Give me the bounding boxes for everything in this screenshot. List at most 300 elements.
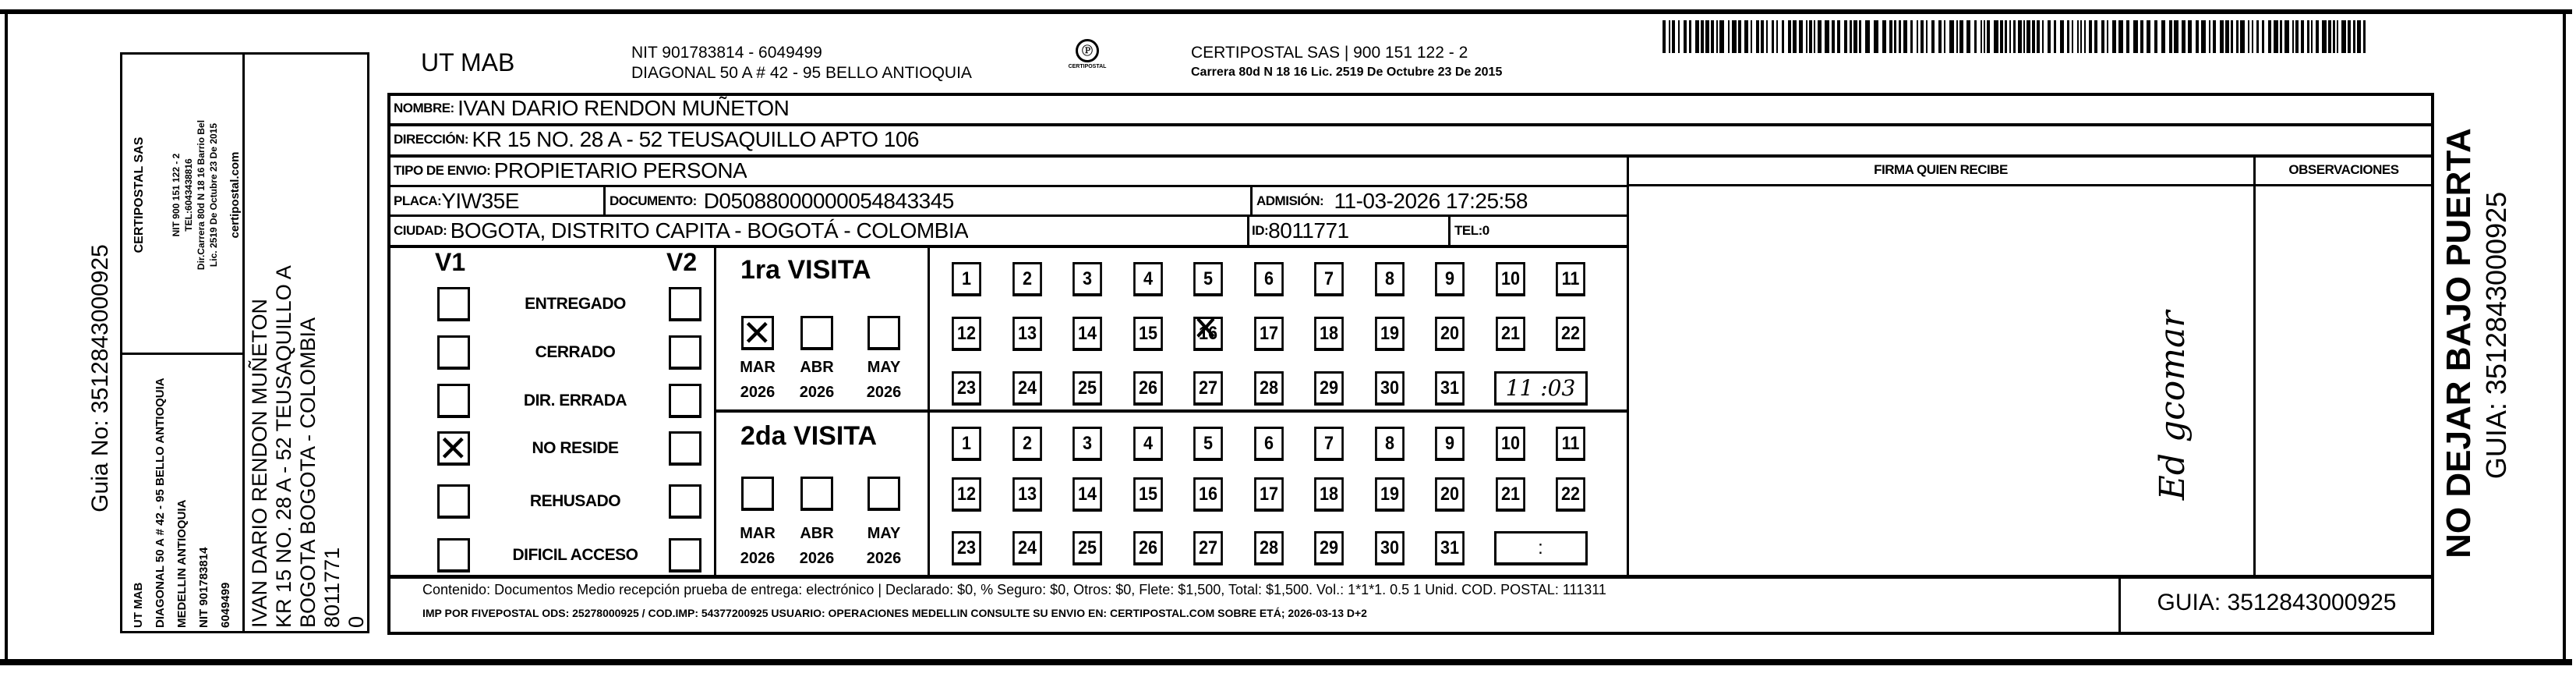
day-box[interactable]: 28 (1254, 531, 1284, 565)
barcode-bar (2013, 20, 2016, 53)
day-box[interactable]: 30 (1375, 371, 1405, 406)
barcode-bar (2328, 20, 2331, 53)
day-box[interactable]: 1 (952, 262, 981, 296)
barcode-bar (2112, 20, 2116, 53)
barcode-bar (2341, 20, 2346, 53)
barcode-bar (2248, 20, 2249, 53)
day-box[interactable]: 15 (1133, 317, 1163, 351)
documento-value: D05088000000054843345 (703, 188, 954, 213)
month-checkbox[interactable] (741, 316, 774, 350)
barcode-bar (2027, 20, 2030, 53)
logo-icon: Ⓟ (1076, 39, 1099, 62)
barcode-bar (1782, 20, 1784, 53)
barcode-bar (1832, 20, 1835, 53)
barcode-bar (1974, 20, 1977, 53)
barcode-bar (1903, 20, 1907, 53)
barcode-bar (2080, 20, 2082, 53)
barcode-bar (2133, 20, 2138, 53)
month-label (857, 521, 911, 571)
day-box[interactable]: 25 (1072, 531, 1102, 565)
frame-bottom (0, 659, 2572, 665)
month-name: MAR (740, 359, 776, 376)
barcode-bar (2196, 20, 2199, 53)
day-box[interactable]: 25 (1072, 371, 1102, 406)
barcode-bar (1853, 20, 1857, 53)
day-box[interactable]: 9 (1435, 427, 1465, 461)
stub-recipient-line: 8011771 (320, 547, 344, 628)
sender-nit: NIT 901783814 - 6049499 (631, 44, 822, 62)
tel-label: TEL: (1454, 223, 1482, 238)
barcode-bar (1776, 20, 1778, 53)
month-label (857, 355, 911, 405)
barcode-bar (2077, 20, 2079, 53)
day-box[interactable]: 27 (1193, 371, 1223, 406)
day-box[interactable]: 12 (952, 477, 981, 512)
barcode-bar (1669, 20, 1670, 53)
day-box[interactable]: 26 (1133, 371, 1163, 406)
barcode-bar (2256, 20, 2259, 53)
barcode-bar (2126, 20, 2129, 53)
barcode-bar (2094, 20, 2097, 53)
logo-text: CERTIPOSTAL (1068, 64, 1107, 69)
month-year: 2026 (866, 550, 902, 567)
barcode-bar (2182, 20, 2186, 53)
stub-recipient-line: IVAN DARIO RENDON MUÑETON (248, 298, 271, 628)
v1-checkbox[interactable] (437, 538, 470, 572)
barcode-bar (1859, 20, 1861, 53)
day-box[interactable]: 11 (1556, 427, 1585, 461)
documento-label: DOCUMENTO: (610, 193, 697, 208)
status-label: DIR. ERRADA (523, 392, 627, 409)
tel-value: 0 (1482, 223, 1489, 238)
stub-sender-line: NIT 901783814 (197, 547, 210, 628)
barcode-bar (2252, 20, 2253, 53)
stub-sender-line: DIAGONAL 50 A # 42 - 95 BELLO ANTIOQUIA (154, 377, 167, 628)
barcode-bar (1732, 20, 1737, 53)
barcode-bar (1917, 20, 1918, 53)
barcode-bar (1921, 20, 1924, 53)
day-box[interactable]: 28 (1254, 371, 1284, 406)
day-box[interactable]: 15 (1133, 477, 1163, 512)
barcode-bar (2337, 20, 2338, 53)
col-divider (1627, 154, 1629, 576)
day-box[interactable]: 2 (1012, 427, 1042, 461)
stub-recipient-line: 0 (345, 615, 368, 628)
barcode-bar (1850, 20, 1852, 53)
day-box[interactable]: 7 (1314, 262, 1344, 296)
status-label: ENTREGADO (525, 295, 626, 313)
day-box[interactable]: 13 (1012, 317, 1042, 351)
month-year: 2026 (740, 550, 776, 567)
month-year: 2026 (866, 384, 902, 401)
barcode-bar (2284, 20, 2289, 53)
barcode-bar (1695, 20, 1699, 53)
guia-no-vertical: Guia No: 3512843000925 (87, 244, 113, 512)
barcode-bar (2000, 20, 2003, 53)
day-box[interactable]: 26 (1133, 531, 1163, 565)
v1-checkbox[interactable] (437, 335, 470, 370)
barcode-bar (1689, 20, 1691, 53)
day-box[interactable]: 23 (952, 531, 981, 565)
id-value: 8011771 (1268, 218, 1349, 243)
day-box[interactable]: 13 (1012, 477, 1042, 512)
stub-carrier-line: Lic. 2519 De Octubre 23 De 2015 (208, 122, 219, 268)
month-checkbox[interactable] (800, 316, 833, 350)
barcode-bar (1865, 20, 1870, 53)
barcode-bar (1814, 20, 1815, 53)
barcode-bar (2084, 20, 2086, 53)
barcode-bar (2268, 20, 2271, 53)
ciudad-cell (394, 216, 968, 246)
admision-cell (1256, 186, 1528, 215)
col-divider (1247, 215, 1249, 245)
barcode-bar (2280, 20, 2282, 53)
barcode-bar (2201, 20, 2206, 53)
admision-value: 11-03-2026 17:25:58 (1334, 188, 1528, 213)
day-box[interactable]: 10 (1496, 427, 1525, 461)
status-label: NO RESIDE (532, 439, 619, 457)
barcode-bar (1684, 20, 1687, 53)
stub-sender-line: UT MAB (132, 582, 145, 628)
no-dejar-bajo-puerta: NO DEJAR BAJO PUERTA (2440, 128, 2478, 558)
documento-cell (610, 186, 954, 215)
day-box[interactable]: 10 (1496, 262, 1525, 296)
stub-recipient-line: BOGOTA BOGOTA - COLOMBIA (296, 317, 320, 628)
barcode-bar (2032, 20, 2035, 53)
day-box[interactable]: 24 (1012, 371, 1042, 406)
barcode-bar (2322, 20, 2327, 53)
month-name: MAY (867, 525, 901, 542)
barcode-bar (1899, 20, 1901, 53)
v2-checkbox[interactable] (669, 431, 701, 466)
barcode-bar (1728, 20, 1730, 53)
month-label (730, 521, 785, 571)
stub-recipient-line: KR 15 NO. 28 A - 52 TEUSAQUILLO A (272, 265, 295, 628)
row-divider (387, 575, 2434, 579)
barcode-bar (2154, 20, 2157, 53)
barcode-bar (2140, 20, 2143, 53)
barcode-bar (1994, 20, 1998, 53)
footer-contenido: Contenido: Documentos Medio recepción prueba de entrega: electrónico | Declarado: $0, % Seguro: $0, Otros: $0, Flete: $1,500, Total: $1,500. Vol.: 1*1*1. 0.5 1 Unid. COD. POSTAL: 111311 (422, 582, 1606, 597)
stub-carrier-line: NIT 900 151 122 - 2 (171, 153, 182, 237)
stub-carrier-line: certipostal.com (228, 151, 242, 239)
footer-imp: IMP POR FIVEPOSTAL ODS: 25278000925 / COD.IMP: 54377200925 USUARIO: OPERACIONES MEDELLIN CONSULTE SU ENVIO EN: CERTIPOSTAL.COM SOBRE ETÁ; 2026-03-13 D+2 (422, 607, 1367, 619)
stub-carrier (131, 62, 242, 328)
frame-right (2563, 11, 2566, 663)
footer-divider (2118, 577, 2121, 633)
observaciones-header: OBSERVACIONES (2288, 162, 2399, 177)
ciudad-label: CIUDAD: (394, 223, 447, 238)
stub-recipient (248, 66, 369, 628)
id-label: ID: (1252, 223, 1269, 238)
day-box[interactable]: 9 (1435, 262, 1465, 296)
v1-checkbox[interactable] (437, 384, 470, 418)
barcode-bar (1837, 20, 1840, 53)
nombre-label: NOMBRE: (394, 101, 454, 115)
firma-header-divider (1627, 184, 2434, 186)
visit-1-title: 1ra VISITA (740, 255, 871, 285)
barcode-bar (1894, 20, 1896, 53)
barcode-bar (2220, 20, 2224, 53)
day-box[interactable]: 18 (1314, 317, 1344, 351)
v1-checkbox[interactable] (437, 484, 470, 519)
month-checkbox[interactable] (800, 477, 833, 511)
day-box[interactable]: 14 (1072, 477, 1102, 512)
admision-label: ADMISIÓN: (1256, 193, 1324, 208)
day-box[interactable]: 31 (1435, 371, 1465, 406)
barcode-bar (2018, 20, 2022, 53)
barcode-bar (1844, 20, 1847, 53)
barcode-bar (1809, 20, 1812, 53)
barcode-bar (1984, 20, 1985, 53)
barcode-bar (1788, 20, 1791, 53)
month-label (790, 521, 844, 571)
time-box[interactable]: 11 :03 (1494, 371, 1588, 406)
ciudad-value: BOGOTA, DISTRITO CAPITA - BOGOTÁ - COLOMBIA (450, 218, 969, 243)
barcode-bar (1761, 20, 1764, 53)
barcode-bar (1705, 20, 1709, 53)
certipostal-logo (1068, 39, 1107, 69)
barcode-bar (1949, 20, 1954, 53)
tel-cell (1454, 216, 1489, 246)
day-box[interactable]: 5 (1193, 262, 1223, 296)
barcode-bar (1806, 20, 1807, 53)
barcode-bar (2042, 20, 2044, 53)
tipo-label: TIPO DE ENVIO: (394, 163, 491, 178)
month-label (730, 355, 785, 405)
day-box[interactable]: 23 (952, 371, 981, 406)
day-box[interactable]: 12 (952, 317, 981, 351)
barcode-bar (2005, 20, 2007, 53)
barcode-bar (2353, 20, 2355, 53)
month-checkbox[interactable] (868, 477, 900, 511)
barcode-bar (1719, 20, 1724, 53)
day-box[interactable]: 27 (1193, 531, 1223, 565)
v1-header: V1 (435, 248, 466, 276)
barcode-bar (2169, 20, 2172, 53)
barcode-bar (2363, 20, 2366, 53)
col-divider (2253, 154, 2256, 576)
barcode-bar (1772, 20, 1774, 53)
day-box[interactable]: 22 (1556, 317, 1585, 351)
barcode-bar (2348, 20, 2351, 53)
barcode-bar (2311, 20, 2313, 53)
barcode-bar (2231, 20, 2233, 53)
status-label: DIFICIL ACCESO (512, 546, 638, 564)
barcode-bar (2295, 20, 2299, 53)
barcode-bar (2048, 20, 2051, 53)
barcode-bar (1678, 20, 1680, 53)
barcode-bar (1738, 20, 1741, 53)
barcode-bar (1818, 20, 1822, 53)
barcode-bar (2067, 20, 2069, 53)
barcode-bar (1931, 20, 1935, 53)
barcode-bar (1744, 20, 1748, 53)
barcode-bar (1959, 20, 1963, 53)
day-box[interactable]: 8 (1375, 427, 1405, 461)
month-year: 2026 (740, 384, 776, 401)
day-box[interactable]: 29 (1314, 371, 1344, 406)
v2-checkbox[interactable] (669, 484, 701, 519)
day-box[interactable]: 29 (1314, 531, 1344, 565)
barcode-bar (1663, 20, 1666, 53)
v2-checkbox[interactable] (669, 538, 701, 572)
barcode-bar (2213, 20, 2216, 53)
barcode-bar (2072, 20, 2073, 53)
barcode-bar (2037, 20, 2040, 53)
v2-checkbox[interactable] (669, 335, 701, 370)
barcode-bar (1926, 20, 1928, 53)
visit-divider (715, 409, 1628, 413)
tipo-row (394, 156, 747, 186)
direccion-row (394, 125, 919, 154)
barcode-bar (2292, 20, 2294, 53)
stub-sender-line: MEDELLIN ANTIOQUIA (175, 499, 189, 628)
direccion-value: KR 15 NO. 28 A - 52 TEUSAQUILLO APTO 106 (472, 127, 919, 151)
day-box[interactable]: 6 (1254, 427, 1284, 461)
barcode-bar (1701, 20, 1704, 53)
carrier-name: CERTIPOSTAL SAS | 900 151 122 - 2 (1191, 44, 1468, 62)
sender-address: DIAGONAL 50 A # 42 - 95 BELLO ANTIOQUIA (631, 64, 972, 82)
barcode-bar (2161, 20, 2165, 53)
month-label (790, 355, 844, 405)
time-box[interactable]: : (1494, 531, 1588, 565)
footer-guia: GUIA: 3512843000925 (2157, 590, 2397, 615)
v1-checkbox[interactable] (437, 287, 470, 321)
barcode-bar (1981, 20, 1982, 53)
barcode-bar (1889, 20, 1892, 53)
day-box[interactable]: 4 (1133, 427, 1163, 461)
status-label: CERRADO (535, 343, 616, 361)
barcode-bar (2147, 20, 2150, 53)
day-box[interactable]: 21 (1496, 317, 1525, 351)
day-box[interactable]: 4 (1133, 262, 1163, 296)
day-box[interactable]: 1 (952, 427, 981, 461)
month-name: MAR (740, 525, 776, 542)
barcode-bar (2307, 20, 2309, 53)
day-box[interactable]: 14 (1072, 317, 1102, 351)
v2-checkbox[interactable] (669, 384, 701, 418)
direccion-label: DIRECCIÓN: (394, 132, 469, 147)
day-box[interactable]: 21 (1496, 477, 1525, 512)
barcode-bar (2240, 20, 2245, 53)
month-year: 2026 (799, 550, 835, 567)
barcode-bar (1938, 20, 1942, 53)
day-box[interactable]: 2 (1012, 262, 1042, 296)
barcode-bar (1910, 20, 1913, 53)
day-box[interactable]: 11 (1556, 262, 1585, 296)
barcode-bar (2209, 20, 2210, 53)
placa-label: PLACA: (394, 193, 442, 208)
day-box[interactable]: 18 (1314, 477, 1344, 512)
day-box[interactable]: 6 (1254, 262, 1284, 296)
stub-carrier-line: Dir.Carrera 80d N 18 16 Barrio Bel (196, 119, 207, 271)
month-name: MAY (867, 359, 901, 376)
month-checkbox[interactable] (741, 477, 774, 511)
month-checkbox[interactable] (868, 316, 900, 350)
month-name: ABR (800, 525, 834, 542)
day-box[interactable]: 19 (1375, 317, 1405, 351)
barcode-bar (2236, 20, 2239, 53)
barcode-bar (2225, 20, 2229, 53)
barcode-bar (2274, 20, 2278, 53)
day-box[interactable]: 3 (1072, 262, 1102, 296)
visit-2-title: 2da VISITA (740, 421, 878, 451)
barcode-bar (1716, 20, 1718, 53)
day-box[interactable]: 24 (1012, 531, 1042, 565)
carrier-address: Carrera 80d N 18 16 Lic. 2519 De Octubre 23 De 2015 (1191, 66, 1503, 79)
v2-header: V2 (666, 248, 698, 276)
frame-left (5, 11, 8, 663)
v2-checkbox[interactable] (669, 287, 701, 321)
side-guia: GUIA: 3512843000925 (2480, 191, 2512, 480)
placa-cell (394, 186, 519, 215)
nombre-row (394, 94, 789, 123)
id-cell (1252, 216, 1349, 246)
day-box[interactable]: 20 (1435, 477, 1465, 512)
barcode-bar (2107, 20, 2108, 53)
barcode-bar (1799, 20, 1803, 53)
barcode-bar (2009, 20, 2011, 53)
stub-carrier-line: CERTIPOSTAL SAS (133, 136, 146, 253)
day-box[interactable]: 22 (1556, 477, 1585, 512)
barcode (1663, 20, 2368, 53)
day-box[interactable]: 31 (1435, 531, 1465, 565)
day-box[interactable]: 19 (1375, 477, 1405, 512)
barcode-bar (1944, 20, 1945, 53)
v1-checkbox[interactable] (437, 431, 470, 466)
col-divider (1250, 186, 1253, 215)
day-box[interactable]: 7 (1314, 427, 1344, 461)
day-box[interactable]: 8 (1375, 262, 1405, 296)
barcode-bar (2262, 20, 2264, 53)
barcode-bar (1956, 20, 1958, 53)
barcode-bar (1793, 20, 1797, 53)
barcode-bar (1882, 20, 1886, 53)
firma-header: FIRMA QUIEN RECIBE (1874, 162, 2008, 177)
barcode-bar (2188, 20, 2192, 53)
month-name: ABR (800, 359, 834, 376)
barcode-bar (2118, 20, 2123, 53)
barcode-bar (2060, 20, 2064, 53)
barcode-bar (1825, 20, 1829, 53)
day-box[interactable]: 16 (1193, 477, 1223, 512)
day-box[interactable]: 16 ✕ (1193, 317, 1223, 351)
month-year: 2026 (799, 384, 835, 401)
barcode-bar (1874, 20, 1878, 53)
day-box[interactable]: 3 (1072, 427, 1102, 461)
barcode-bar (1751, 20, 1752, 53)
day-box[interactable]: 17 (1254, 477, 1284, 512)
frame-top (0, 9, 2572, 14)
barcode-bar (1756, 20, 1759, 53)
barcode-bar (1987, 20, 1990, 53)
day-box[interactable]: 30 (1375, 531, 1405, 565)
day-box[interactable]: 17 (1254, 317, 1284, 351)
barcode-bar (2089, 20, 2092, 53)
barcode-bar (1672, 20, 1675, 53)
tipo-value: PROPIETARIO PERSONA (493, 158, 747, 183)
nombre-value: IVAN DARIO RENDON MUÑETON (458, 96, 790, 120)
barcode-bar (1711, 20, 1714, 53)
barcode-bar (2023, 20, 2025, 53)
signature: Ed gcomar (2153, 310, 2193, 501)
stub-sender-line: 6049499 (219, 582, 232, 628)
barcode-bar (1966, 20, 1970, 53)
barcode-bar (2316, 20, 2319, 53)
day-box[interactable]: 20 (1435, 317, 1465, 351)
day-box[interactable]: 5 (1193, 427, 1223, 461)
